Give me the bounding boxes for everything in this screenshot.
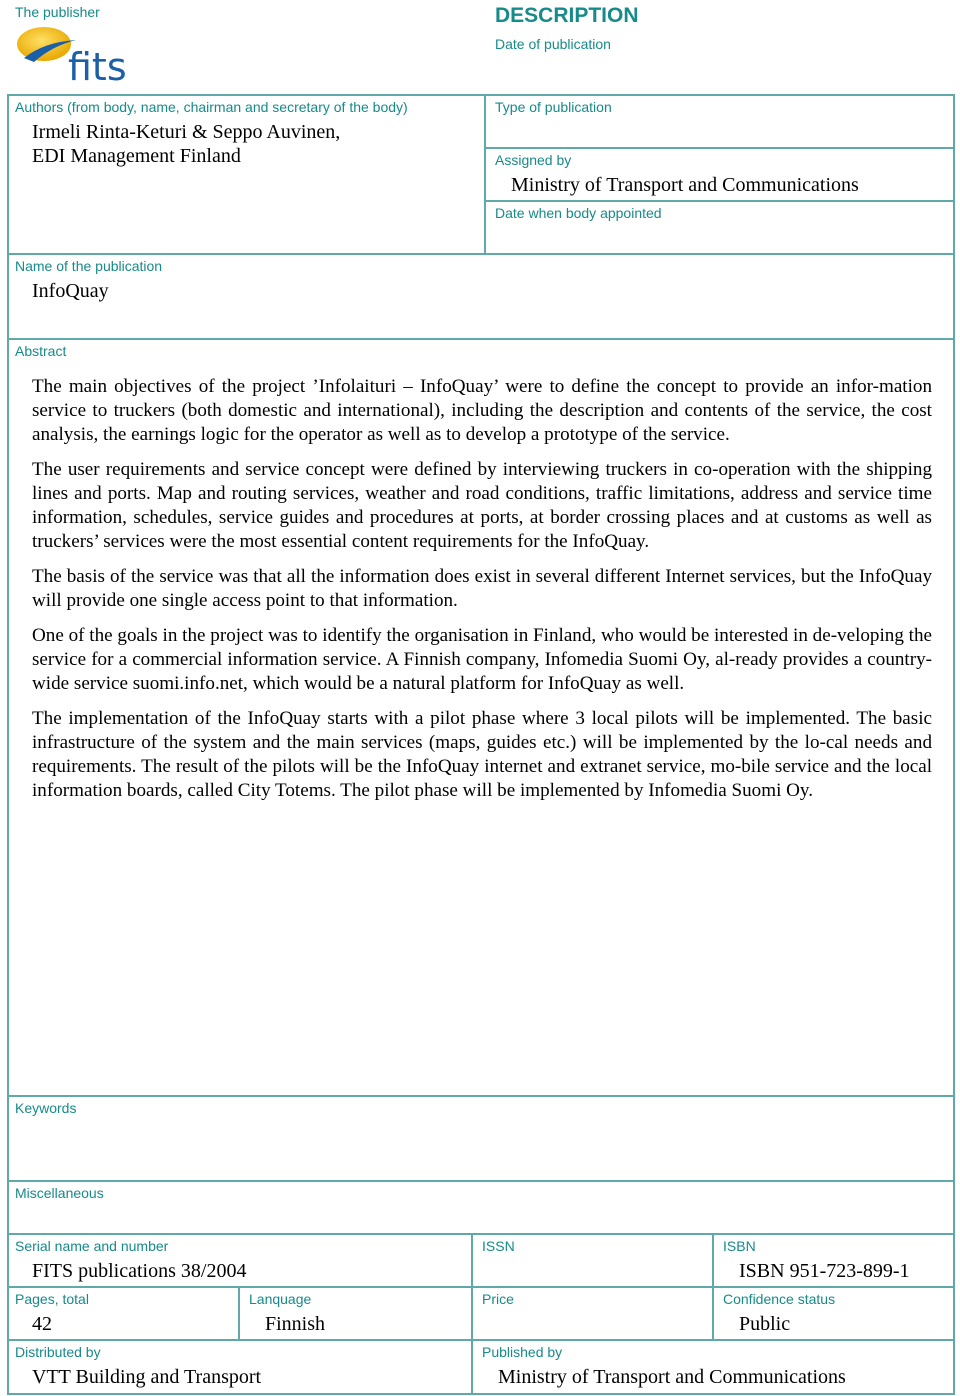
- divider: [712, 1233, 714, 1339]
- abstract-label: Abstract: [15, 343, 67, 359]
- distributed-by-value: VTT Building and Transport: [32, 1366, 262, 1388]
- abstract-body: [32, 375, 932, 814]
- divider: [7, 94, 954, 96]
- frame-bottom: [7, 1393, 954, 1395]
- assigned-by-label: Assigned by: [495, 152, 572, 168]
- type-of-publication-label: Type of publication: [495, 99, 612, 115]
- page-title: DESCRIPTION: [495, 4, 639, 27]
- divider: [484, 94, 486, 253]
- fits-logo: [14, 22, 134, 92]
- isbn-value: ISBN 951-723-899-1: [739, 1260, 910, 1282]
- pages-label: Pages, total: [15, 1291, 89, 1307]
- serial-label: Serial name and number: [15, 1238, 169, 1254]
- divider: [484, 147, 954, 149]
- divider: [238, 1286, 240, 1339]
- divider: [7, 1180, 954, 1182]
- price-label: Price: [482, 1291, 514, 1307]
- divider: [7, 1339, 954, 1341]
- divider: [7, 1095, 954, 1097]
- keywords-label: Keywords: [15, 1100, 77, 1116]
- distributed-by-label: Distributed by: [15, 1344, 101, 1360]
- confidence-label: Confidence status: [723, 1291, 836, 1307]
- publication-name-value: InfoQuay: [32, 280, 109, 302]
- authors-line-2: EDI Management Finland: [32, 145, 241, 167]
- abstract-paragraph: One of the goals in the project was to identify the organisation in Finland, who would be interested in de-veloping the service for a commercial information service. A Finnish company, Infomedia Suomi Oy, al-ready provides a country-wide service suomi.info.net, which would be a natural platform for InfoQuay as well.: [32, 625, 932, 694]
- divider: [7, 1286, 954, 1288]
- logo-text: fits: [68, 45, 127, 89]
- publication-name-label: Name of the publication: [15, 258, 163, 274]
- abstract-paragraph: The user requirements and service concept were defined by interviewing truckers in co-operation with the shipping lines and ports. Map and routing services, weather and road conditions, traffic limitations, address and service time information, schedules, service guides and procedures at ports, at border crossing places and at customs as well as truckers’ services were the most essential content requirements for the InfoQuay.: [32, 459, 932, 552]
- abstract-paragraph: The main objectives of the project ’Infolaituri – InfoQuay’ were to define the concept to provide an infor-mation service to truckers (both domestic and international), including the description and contents of the service, the cost analysis, the earnings logic for the operator as well as to develop a prototype of the service.: [32, 376, 932, 445]
- divider: [471, 1233, 473, 1395]
- language-label: Lanquage: [249, 1291, 312, 1307]
- date-appointed-label: Date when body appointed: [495, 205, 662, 221]
- assigned-by-value: Ministry of Transport and Communications: [511, 174, 859, 196]
- divider: [484, 200, 954, 202]
- published-by-label: Published by: [482, 1344, 563, 1360]
- issn-label: ISSN: [482, 1238, 515, 1254]
- frame-left: [7, 94, 9, 1395]
- pages-value: 42: [32, 1313, 52, 1335]
- confidence-value: Public: [739, 1313, 791, 1335]
- authors-line-1: Irmeli Rinta-Keturi & Seppo Auvinen,: [32, 121, 341, 143]
- serial-value: FITS publications 38/2004: [32, 1260, 247, 1282]
- abstract-paragraph: The implementation of the InfoQuay starts with a pilot phase where 3 local pilots will be implemented. The basic infrastructure of the system and the main services (maps, guides etc.) will be implemented by the lo-cal needs and requirements. The result of the pilots will be the InfoQuay internet and extranet service, mo-bile service and the local information boards, called City Totems. The pilot phase will be implemented by Infomedia Suomi Oy.: [32, 708, 932, 801]
- divider: [7, 1233, 954, 1235]
- language-value: Finnish: [265, 1313, 326, 1335]
- frame-right: [953, 94, 955, 1395]
- isbn-label: ISBN: [723, 1238, 756, 1254]
- date-of-publication-label: Date of publication: [495, 36, 611, 52]
- miscellaneous-label: Miscellaneous: [15, 1185, 104, 1201]
- divider: [7, 253, 954, 255]
- authors-label: Authors (from body, name, chairman and secretary of the body): [15, 99, 408, 115]
- abstract-paragraph: The basis of the service was that all the information does exist in several different Internet services, but the InfoQuay will provide one single access point to that information.: [32, 566, 932, 611]
- published-by-value: Ministry of Transport and Communications: [498, 1366, 846, 1388]
- divider: [7, 338, 954, 340]
- publisher-label: The publisher: [15, 4, 100, 20]
